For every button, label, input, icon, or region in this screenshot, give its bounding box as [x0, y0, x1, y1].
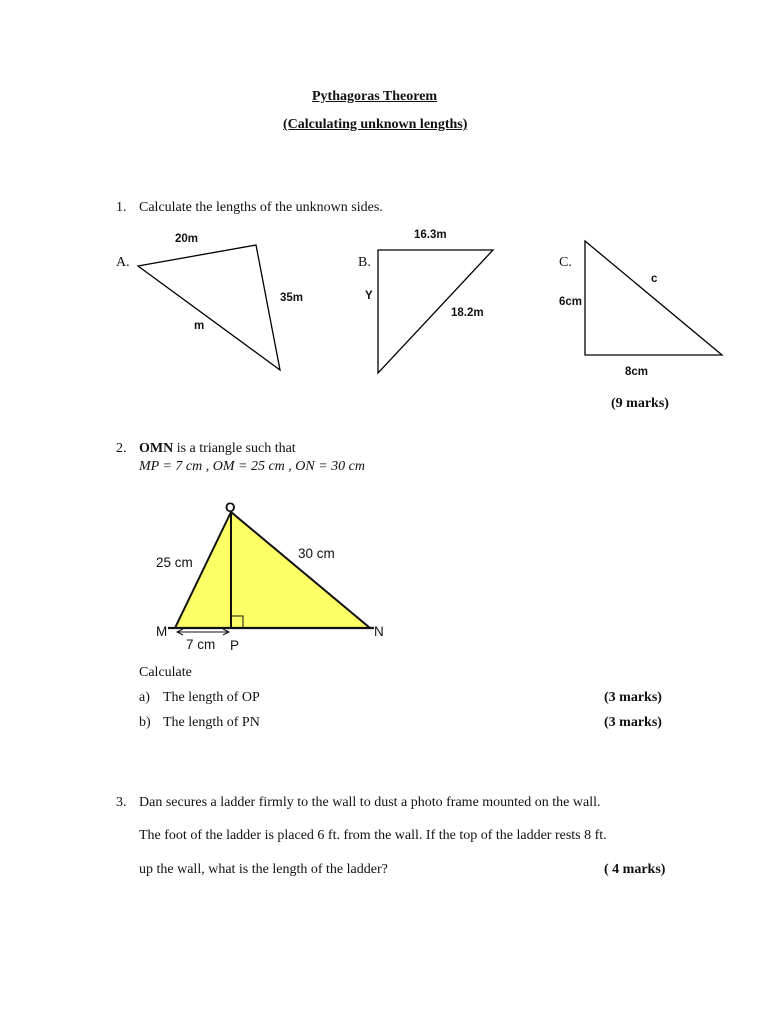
triangle-a-letter: A. — [116, 255, 130, 270]
triangle-a-right-label: 35m — [280, 292, 304, 304]
q3-marks: ( 4 marks) — [604, 862, 666, 877]
q3-number: 3. — [116, 795, 127, 810]
q2-part-a-marks: (3 marks) — [604, 690, 662, 705]
triangle-b-top-label: 16.3m — [414, 229, 447, 241]
q1-marks: (9 marks) — [611, 396, 669, 411]
q2-part-a-label: a) — [139, 690, 150, 705]
q2-text: is a triangle such that — [173, 441, 296, 456]
triangle-c-left-label: 6cm — [559, 296, 583, 308]
q1-text: Calculate the lengths of the unknown sides. — [139, 200, 383, 215]
vertex-o-label: O — [225, 500, 236, 515]
triangle-c-letter: C. — [559, 255, 572, 270]
vertex-p-label: P — [230, 638, 240, 653]
triangle-b-letter: B. — [358, 255, 371, 270]
side-on-label: 30 cm — [298, 546, 335, 561]
triangle-c-hyp-label: c — [651, 273, 658, 285]
side-om-label: 25 cm — [156, 555, 193, 570]
q3-line-2: The foot of the ladder is placed 6 ft. from the wall. If the top of the ladder rests 8 ft. — [139, 828, 607, 843]
q3-line-1: Dan secures a ladder firmly to the wall to dust a photo frame mounted on the wall. — [139, 795, 601, 810]
triangle-a-bottom-label: m — [194, 320, 205, 332]
page-title: Pythagoras Theorem — [312, 89, 438, 104]
q2-calculate: Calculate — [139, 665, 192, 680]
q1-number: 1. — [116, 200, 127, 215]
segment-mp-label: 7 cm — [186, 637, 216, 652]
q2-given: MP = 7 cm , OM = 25 cm , ON = 30 cm — [139, 459, 365, 474]
q2-part-b-label: b) — [139, 715, 151, 730]
triangle-b-hyp-label: 18.2m — [451, 307, 484, 319]
q2-part-b-text: The length of PN — [163, 715, 260, 730]
triangle-b-left-label: Y — [365, 290, 373, 302]
q2-part-b-marks: (3 marks) — [604, 715, 662, 730]
q2-part-a-text: The length of OP — [163, 690, 260, 705]
q2-triangle-name: OMN — [139, 441, 174, 456]
triangle-c-bottom-label: 8cm — [625, 366, 649, 378]
triangle-omn-fill — [175, 512, 370, 628]
page-subtitle: (Calculating unknown lengths) — [283, 117, 468, 132]
q3-line-3: up the wall, what is the length of the ladder? — [139, 862, 388, 877]
q2-number: 2. — [116, 441, 127, 456]
triangle-a-top-label: 20m — [175, 233, 199, 245]
vertex-m-label: M — [156, 624, 168, 639]
vertex-n-label: N — [374, 624, 384, 639]
